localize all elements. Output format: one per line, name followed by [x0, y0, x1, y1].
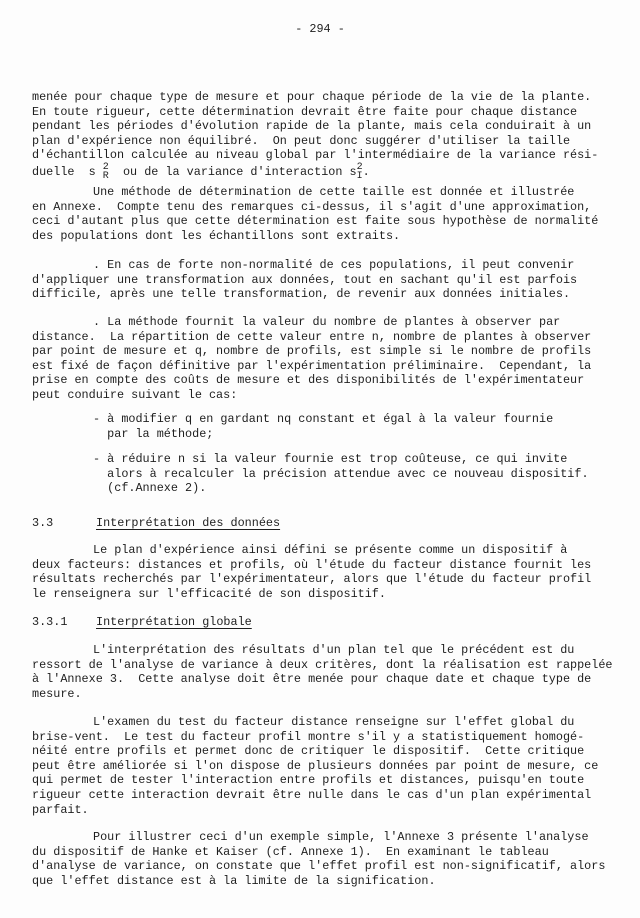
text-line: brise-vent. Le test du facteur profil montre s'il y a statistiquement homogé-	[32, 729, 585, 744]
text-line: est fixé de façon définitive par l'expérimentation préliminaire. Cependant, la	[32, 358, 592, 373]
text-line: pendant les périodes d'évolution rapide de la plante, mais cela conduirait à un	[32, 119, 592, 134]
text-line: Une méthode de détermination de cette taille est donnée et illustrée	[93, 185, 575, 199]
text-line-formula	[32, 163, 370, 181]
text-line: en Annexe. Compte tenu des remarques ci-dessus, il s'agit d'une approximation,	[32, 199, 592, 214]
text-line: . La méthode fournit la valeur du nombre de plantes à observer par	[93, 315, 561, 329]
section-title-3-3-1: Interprétation globale	[96, 615, 252, 629]
text-line: qui permet de tester l'interaction entre profils et distances, puisqu'en toute	[32, 773, 585, 788]
text-line: peut conduire suivant le cas:	[32, 388, 238, 402]
text-line: rigueur cette interaction devrait être nulle dans le cas d'un plan expérimental	[32, 788, 592, 802]
text-line: deux facteurs: distances et profils, où l'étude du facteur distance fournit les	[32, 557, 592, 572]
text-line: d'analyse de variance, on constate que l'effet profil est non-significatif, alors	[32, 859, 606, 874]
text-fragment: .	[362, 165, 370, 180]
text-line: néité entre profils et permet donc de critiquer le dispositif. Cette critique	[32, 744, 585, 759]
text-line: plan d'expérience non équilibré. On peut donc suggérer d'utiliser la taille	[32, 133, 571, 148]
text-line: difficile, après une telle transformation, de revenir aux données initiales.	[32, 287, 571, 302]
section-number-3-3-1: 3.3.1	[32, 615, 68, 629]
text-line: du dispositif de Hanke et Kaiser (cf. Annexe 1). En examinant le tableau	[32, 844, 549, 859]
text-line: des populations dont les échantillons sont extraits.	[32, 228, 401, 243]
text-line: ressort de l'analyse de variance à deux critères, dont la réalisation est rappelée	[32, 657, 613, 672]
exponent: 2	[356, 162, 363, 173]
list-item-line: par la méthode;	[93, 426, 214, 441]
list-item-line: - à modifier q en gardant nq constant et égal à la valeur fournie	[93, 412, 554, 426]
text-line: à l'Annexe 3. Cette analyse doit être menée pour chaque date et chaque type de	[32, 672, 592, 687]
text-line: peut être améliorée si l'on dispose de plusieurs données par point de mesure, ce	[32, 758, 599, 773]
list-item-line: - à réduire n si la valeur fournie est trop coûteuse, ce qui invite	[93, 452, 568, 466]
text-fragment: duelle s	[32, 165, 103, 180]
text-line: résultats recherchés par l'expérimentateur, alors que l'étude du facteur profil	[32, 572, 592, 587]
text-line: que l'effet distance est à la limite de la signification.	[32, 873, 436, 888]
text-line: d'appliquer une transformation aux données, tout en sachant qu'il est parfois	[32, 272, 578, 287]
text-line: d'échantillon calculée au niveau global par l'intermédiaire de la variance rési-	[32, 148, 599, 163]
text-line: ceci d'autant plus que cette détermination est faite sous hypothèse de normalité	[32, 214, 599, 229]
text-line: prise en compte des coûts de mesure et des disponibilités de l'expérimentateur	[32, 373, 585, 388]
section-title-3-3: Interprétation des données	[96, 516, 281, 530]
text-line: le renseignera sur l'efficacité de son dispositif.	[32, 586, 386, 601]
list-item-line: alors à recalculer la précision attendue avec ce nouveau dispositif.	[93, 466, 589, 481]
text-line: parfait.	[32, 802, 89, 817]
text-line: menée pour chaque type de mesure et pour chaque période de la vie de la plante.	[32, 90, 592, 104]
text-line: par point de mesure et q, nombre de profils, est simple si le nombre de profils	[32, 344, 592, 359]
page-number: - 294 -	[295, 22, 345, 36]
text-fragment: ou de la variance d'interaction s	[108, 165, 357, 180]
text-line: L'examen du test du facteur distance renseigne sur l'effet global du	[93, 715, 575, 729]
text-line: Le plan d'expérience ainsi défini se présente comme un dispositif à	[93, 543, 568, 557]
section-number-3-3: 3.3	[32, 516, 54, 530]
text-line: mesure.	[32, 686, 82, 701]
text-line: L'interprétation des résultats d'un plan tel que le précédent est du	[93, 643, 575, 657]
text-line: En toute rigueur, cette détermination devrait être faite pour chaque distance	[32, 104, 578, 119]
subscript: R	[102, 171, 109, 182]
list-item-line: (cf.Annexe 2).	[93, 481, 207, 496]
subscript: I	[356, 171, 363, 182]
text-line: Pour illustrer ceci d'un exemple simple, l'Annexe 3 présente l'analyse	[93, 830, 589, 844]
text-line: distance. La répartition de cette valeur entre n, nombre de plantes à observer	[32, 329, 592, 344]
text-line: . En cas de forte non-normalité de ces populations, il peut convenir	[93, 258, 575, 272]
exponent: 2	[102, 162, 109, 173]
